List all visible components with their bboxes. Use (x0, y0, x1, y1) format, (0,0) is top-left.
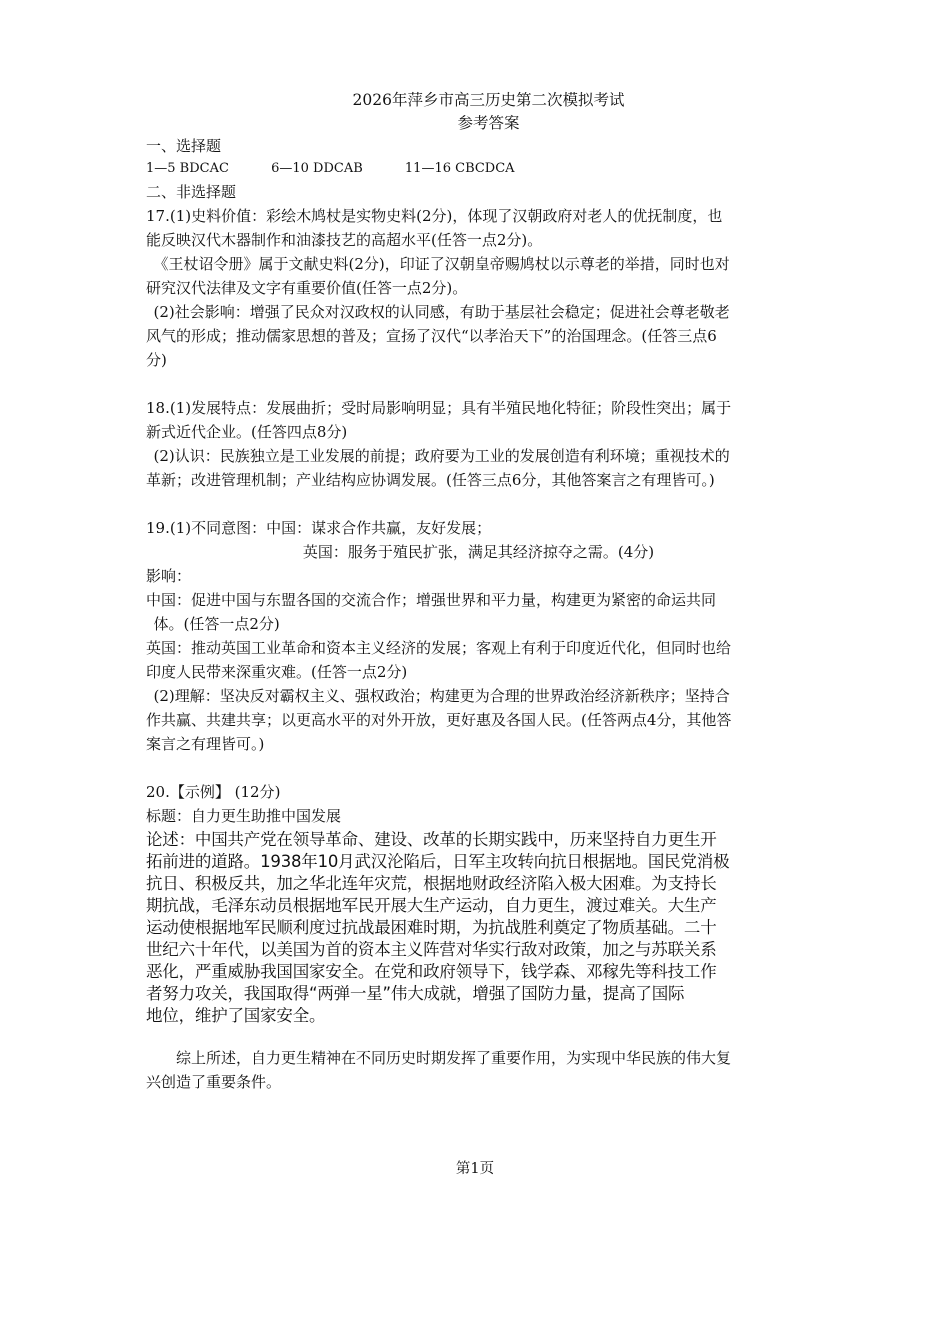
section-heading-choice: 一、选择题 (146, 137, 222, 155)
q19-line: 作共赢、共建共享；以更高水平的对外开放，更好惠及各国人民。(任答两点4分，其他答 (146, 711, 732, 729)
q19-line: 英国：推动英国工业革命和资本主义经济的发展；客观上有利于印度近代化，但同时也给 (146, 639, 732, 657)
q19-line: 19.(1)不同意图：中国：谋求合作共赢，友好发展； (146, 519, 492, 537)
section-heading-nonchoice: 二、非选择题 (146, 183, 237, 201)
q20-essay (146, 830, 811, 1026)
q19-line: 英国：服务于殖民扩张，满足其经济掠夺之需。(4分) (302, 543, 655, 561)
essay-line: 者努力攻关，我国取得“两弹一星”伟大成就，增强了国防力量，提高了国际 (146, 984, 685, 1003)
document-title: 2026年萍乡市高三历史第二次模拟考试 (352, 91, 625, 109)
q18-line: 新式近代企业。(任答四点8分) (146, 423, 348, 441)
q19-line: 中国：促进中国与东盟各国的交流合作；增强世界和平力量，构建更为紧密的命运共同 (146, 591, 717, 609)
answer-group-3: 11—16 CBCDCA (404, 161, 515, 176)
q19-line: 案言之有理皆可。) (146, 735, 265, 753)
spacer (146, 492, 811, 516)
q17-line: 风气的形成；推动儒家思想的普及；宣扬了汉代“以孝治天下”的治国理念。(任答三点6 (146, 327, 717, 345)
essay-line: 期抗战，毛泽东动员根据地军民开展大生产运动，自力更生，渡过难关。大生产 (146, 896, 717, 915)
essay-line: 地位，维护了国家安全。 (146, 1006, 326, 1025)
q17-line: (2)社会影响：增强了民众对汉政权的认同感，有助于基层社会稳定；促进社会尊老敬老 (153, 303, 730, 321)
page-number: 第1页 (455, 1161, 495, 1177)
essay-line: 论述：中国共产党在领导革命、建设、改革的长期实践中，历来坚持自力更生开 (146, 830, 717, 849)
essay-line: 世纪六十年代，以美国为首的资本主义阵营对华实行敌对政策，加之与苏联关系 (146, 940, 717, 959)
answer-content (146, 88, 811, 1094)
q20-conclusion: 兴创造了重要条件。 (146, 1073, 282, 1091)
essay-line: 拓前进的道路。1938年10月武汉沦陷后，日军主攻转向抗日根据地。国民党消极 (146, 852, 730, 871)
question-19 (146, 516, 811, 756)
choice-answers (146, 158, 811, 180)
q18-line: 革新；改进管理机制；产业结构应协调发展。(任答三点6分，其他答案言之有理皆可。) (146, 471, 715, 489)
q19-line: (2)理解：坚决反对霸权主义、强权政治；构建更为合理的世界政治经济新秩序；坚持合 (153, 687, 730, 705)
q18-line: (2)认识：民族独立是工业发展的前提；政府要为工业的发展创造有利环境；重视技术的 (153, 447, 730, 465)
q19-line: 印度人民带来深重灾难。(任答一点2分) (146, 663, 408, 681)
spacer (146, 756, 811, 780)
question-20 (146, 780, 811, 1094)
essay-line: 抗日、积极反共，加之华北连年灾荒，根据地财政经济陷入极大困难。为支持长 (146, 874, 717, 893)
q20-line: 标题：自力更生助推中国发展 (146, 807, 342, 825)
q17-line: 17.(1)史料价值：彩绘木鸠杖是实物史料(2分)，体现了汉朝政府对老人的优抚制度，也 (146, 207, 723, 225)
q17-line: 能反映汉代木器制作和油漆技艺的高超水平(任答一点2分)。 (146, 231, 543, 249)
q17-line: 分) (146, 351, 167, 369)
answer-group-2: 6—10 DDCAB (271, 161, 363, 176)
q20-conclusion: 综上所述，自力更生精神在不同历史时期发挥了重要作用，为实现中华民族的伟大复 (176, 1049, 732, 1067)
question-17 (146, 204, 811, 372)
essay-line: 运动使根据地军民顺利度过抗战最困难时期，为抗战胜利奠定了物质基础。二十 (146, 918, 717, 937)
spacer (146, 1026, 811, 1046)
question-18 (146, 396, 811, 492)
essay-line: 恶化，严重威胁我国国家安全。在党和政府领导下，钱学森、邓稼先等科技工作 (146, 962, 717, 981)
q19-line: 体。(任答一点2分) (153, 615, 280, 633)
q18-line: 18.(1)发展特点：发展曲折；受时局影响明显；具有半殖民地化特征；阶段性突出；属于 (146, 399, 732, 417)
q17-line: 《王杖诏令册》属于文献史料(2分)，印证了汉朝皇帝赐鸠杖以示尊老的举措，同时也对 (153, 255, 730, 273)
document-subtitle: 参考答案 (457, 114, 520, 132)
q20-line: 20.【示例】 (12分) (146, 783, 281, 801)
spacer (146, 372, 811, 396)
answer-group-1: 1—5 BDCAC (146, 161, 229, 176)
q19-line: 影响： (146, 567, 192, 585)
q17-line: 研究汉代法律及文字有重要价值(任答一点2分)。 (146, 279, 468, 297)
